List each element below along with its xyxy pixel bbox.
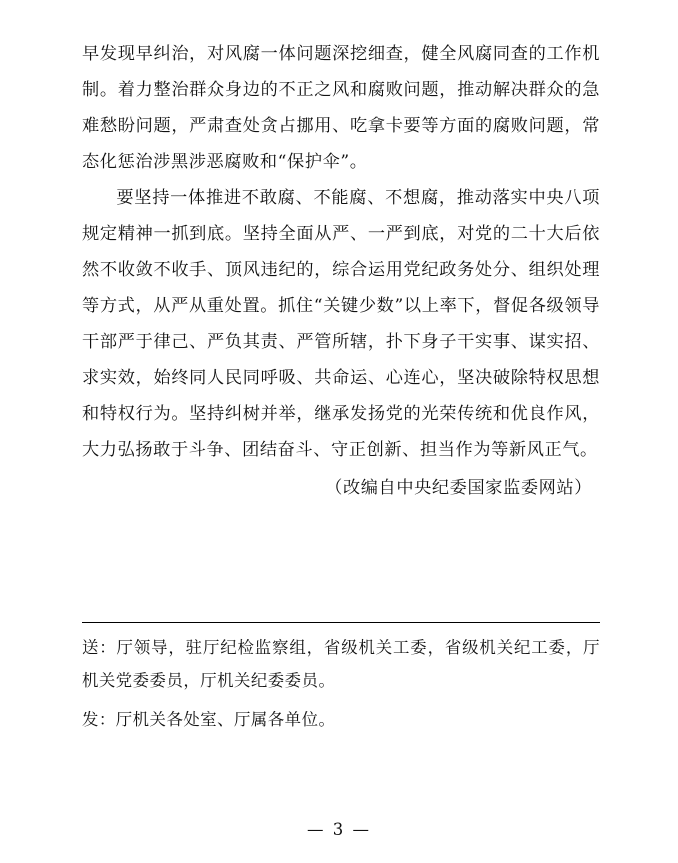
document-body [82,36,600,506]
paragraph-1: 早发现早纠治，对风腐一体问题深挖细查，健全风腐同查的工作机制。着力整治群众身边的不正之风和腐败问题，推动解决群众的急难愁盼问题，严肃查处贪占挪用、吃拿卡要等方面的腐败问题，常态化惩治涉黑涉恶腐败和“保护伞”。 [82,44,600,172]
footer-distribution-to: 送：厅领导，驻厅纪检监察组，省级机关工委，省级机关纪工委，厅机关党委委员，厅机关纪委委员。 [82,638,600,690]
source-note: （改编自中央纪委国家监委网站） [325,478,592,498]
paragraph-2: 要坚持一体推进不敢腐、不能腐、不想腐，推动落实中央八项规定精神一抓到底。坚持全面从严、一严到底，对党的二十大后依然不收敛不收手、顶风违纪的，综合运用党纪政务处分、组织处理等方式，从严从重处置。抓住“关键少数”以上率下，督促各级领导干部严于律己、严负其责、严管所辖，扑下身子干实事、谋实招、求实效，始终同人民同呼吸、共命运、心连心，坚决破除特权思想和特权行为。坚持纠树并举，继承发扬党的光荣传统和优良作风，大力弘扬敢于斗争、团结奋斗、守正创新、担当作为等新风正气。 [82,188,600,460]
footer-block [82,622,600,736]
footer-distribution-issue: 发：厅机关各处室、厅属各单位。 [82,710,336,729]
footer-lines [82,623,600,736]
blank-spacer [82,506,600,618]
page-number: — 3 — [307,820,371,839]
